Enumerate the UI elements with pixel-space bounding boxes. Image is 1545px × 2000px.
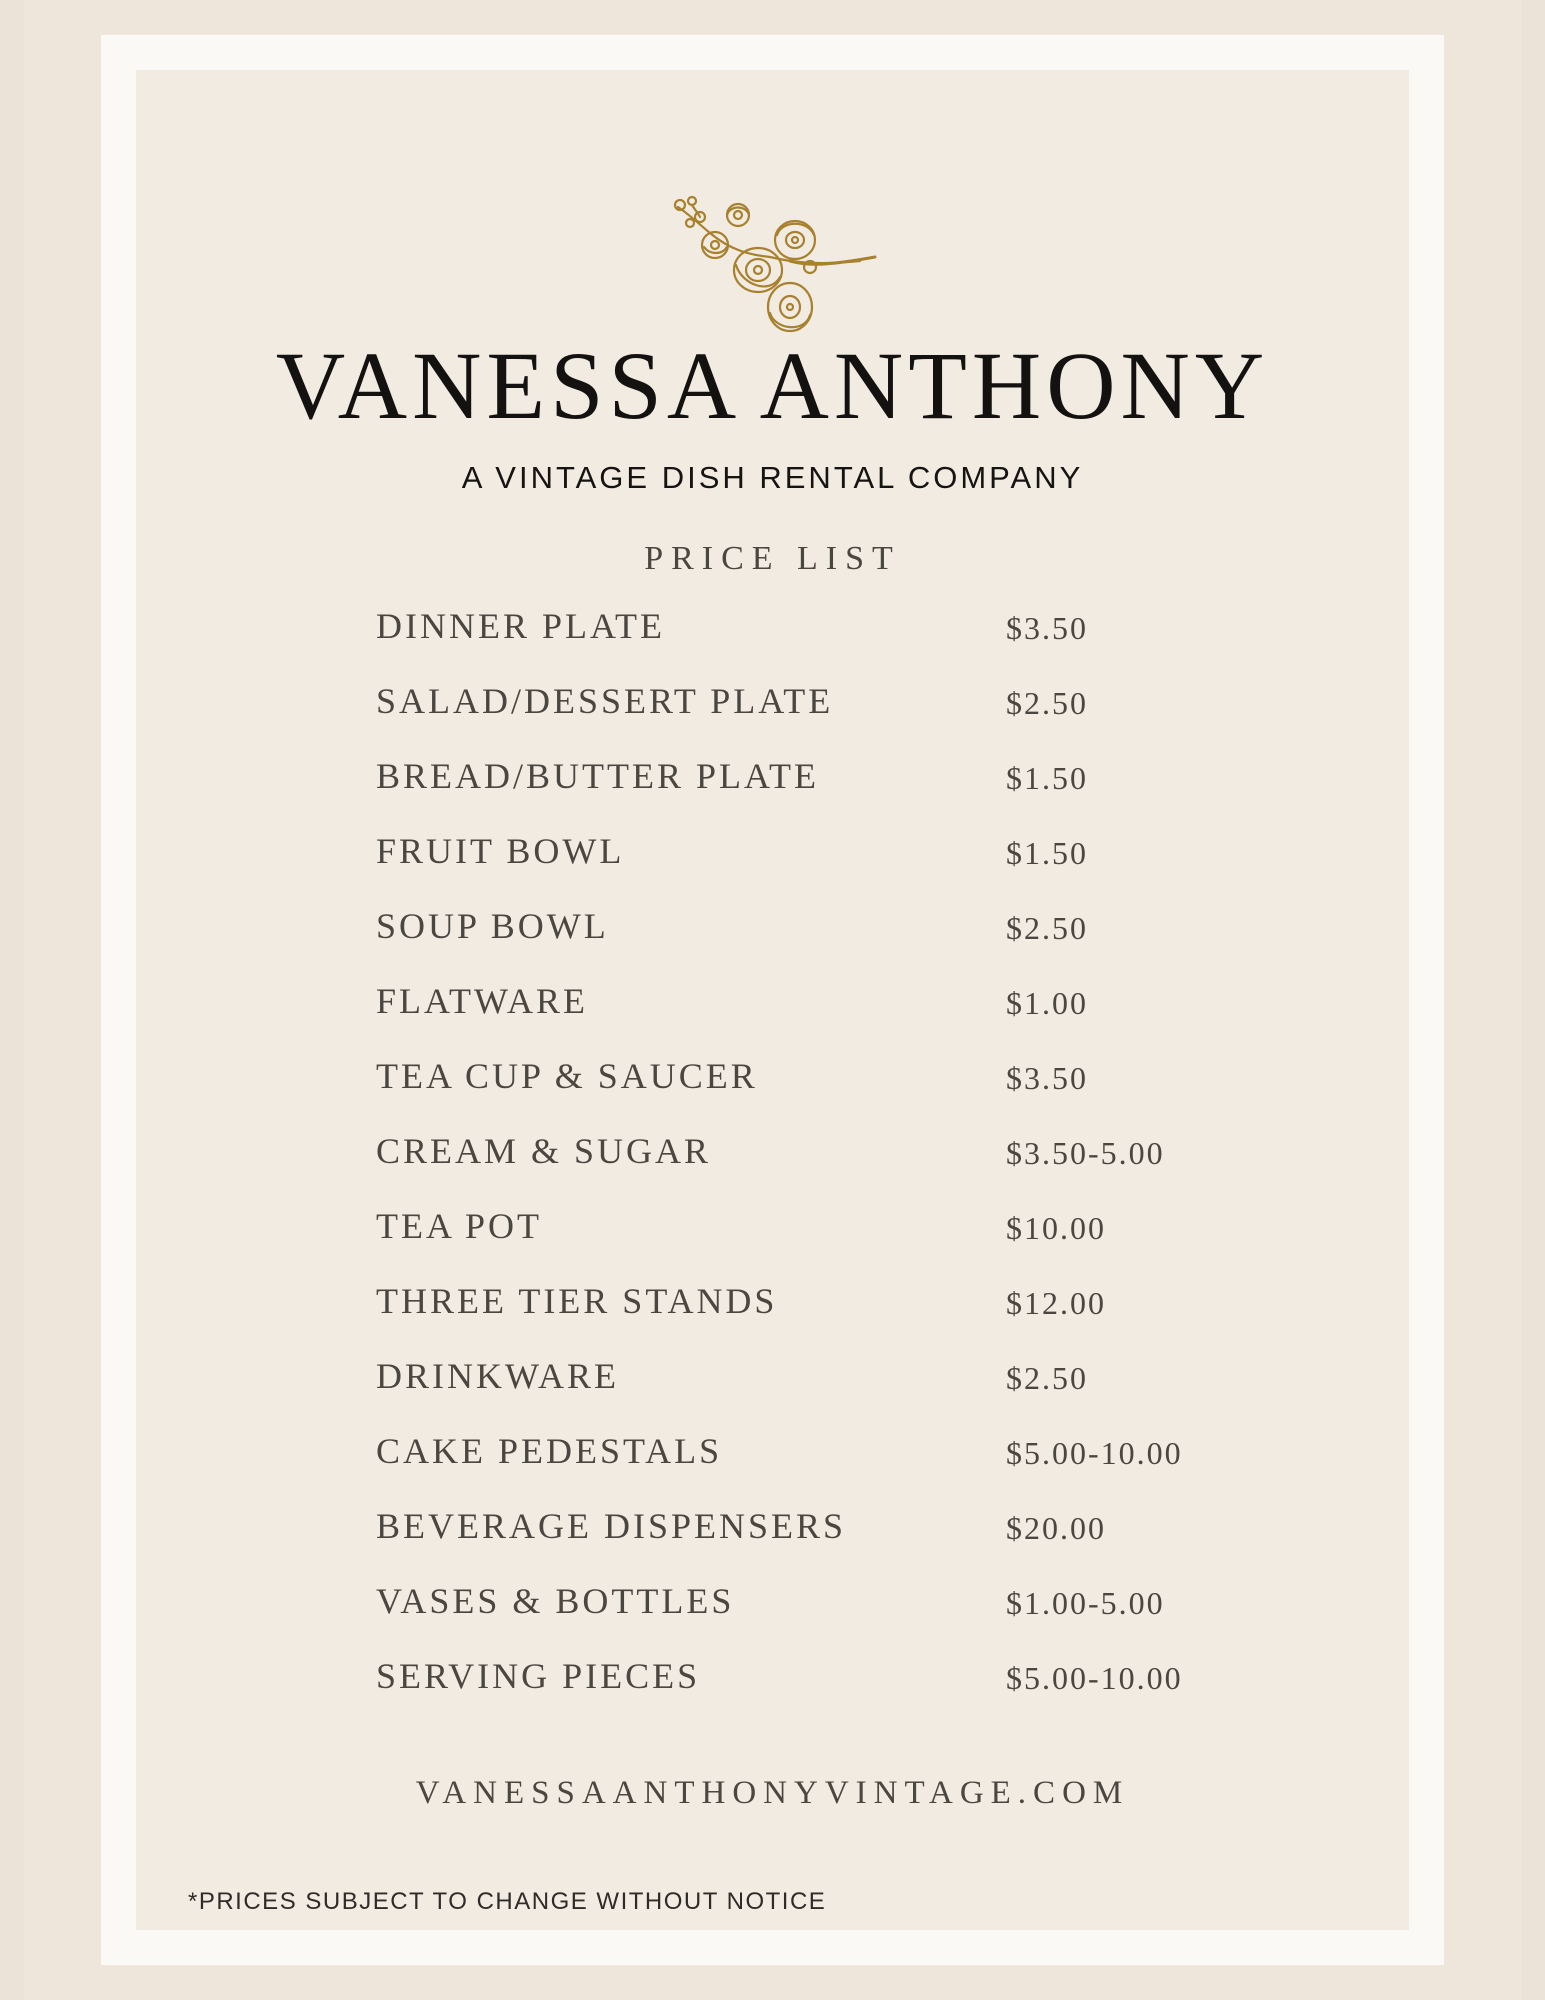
item-price: $1.00-5.00 bbox=[1006, 1585, 1165, 1621]
item-name: VASES & BOTTLES bbox=[376, 1581, 735, 1621]
price-row bbox=[376, 1055, 1276, 1130]
price-row bbox=[376, 1130, 1276, 1205]
price-row bbox=[376, 1655, 1276, 1730]
item-price: $12.00 bbox=[1006, 1285, 1106, 1321]
item-name: DRINKWARE bbox=[376, 1356, 619, 1396]
item-price: $3.50 bbox=[1006, 1060, 1088, 1096]
item-price: $20.00 bbox=[1006, 1510, 1106, 1546]
item-name: SERVING PIECES bbox=[376, 1656, 701, 1696]
item-name: TEA CUP & SAUCER bbox=[376, 1056, 758, 1096]
item-name: FLATWARE bbox=[376, 981, 588, 1021]
item-price: $2.50 bbox=[1006, 685, 1088, 721]
price-row bbox=[376, 1505, 1276, 1580]
item-name: DINNER PLATE bbox=[376, 606, 665, 646]
item-price: $5.00-10.00 bbox=[1006, 1660, 1183, 1696]
item-name: BREAD/BUTTER PLATE bbox=[376, 756, 820, 796]
price-row bbox=[376, 755, 1276, 830]
item-name: SALAD/DESSERT PLATE bbox=[376, 681, 834, 721]
orchid-branch-icon bbox=[670, 195, 900, 345]
price-list bbox=[376, 605, 1276, 1730]
price-row bbox=[376, 1280, 1276, 1355]
price-row bbox=[376, 1355, 1276, 1430]
price-row bbox=[376, 980, 1276, 1055]
item-price: $2.50 bbox=[1006, 910, 1088, 946]
item-price: $10.00 bbox=[1006, 1210, 1106, 1246]
item-price: $3.50 bbox=[1006, 610, 1088, 646]
price-list-heading: PRICE LIST bbox=[644, 540, 901, 577]
price-row bbox=[376, 1430, 1276, 1505]
item-name: TEA POT bbox=[376, 1206, 543, 1246]
item-price: $1.50 bbox=[1006, 760, 1088, 796]
item-name: FRUIT BOWL bbox=[376, 831, 625, 871]
item-price: $2.50 bbox=[1006, 1360, 1088, 1396]
brand-tagline: A VINTAGE DISH RENTAL COMPANY bbox=[461, 460, 1084, 495]
item-price: $3.50-5.00 bbox=[1006, 1135, 1165, 1171]
item-name: SOUP BOWL bbox=[376, 906, 609, 946]
price-row bbox=[376, 1205, 1276, 1280]
item-name: CREAM & SUGAR bbox=[376, 1131, 712, 1171]
price-row bbox=[376, 905, 1276, 980]
price-row bbox=[376, 830, 1276, 905]
item-name: THREE TIER STANDS bbox=[376, 1281, 778, 1321]
item-price: $1.50 bbox=[1006, 835, 1088, 871]
price-row bbox=[376, 605, 1276, 680]
brand-title: VANESSA ANTHONY bbox=[275, 332, 1270, 439]
item-name: CAKE PEDESTALS bbox=[376, 1431, 723, 1471]
item-price: $5.00-10.00 bbox=[1006, 1435, 1183, 1471]
price-row bbox=[376, 680, 1276, 755]
website-link[interactable]: VANESSAANTHONYVINTAGE.COM bbox=[415, 1775, 1130, 1811]
item-name: BEVERAGE DISPENSERS bbox=[376, 1506, 847, 1546]
item-price: $1.00 bbox=[1006, 985, 1088, 1021]
price-row bbox=[376, 1580, 1276, 1655]
price-disclaimer: *PRICES SUBJECT TO CHANGE WITHOUT NOTICE bbox=[188, 1888, 827, 1915]
